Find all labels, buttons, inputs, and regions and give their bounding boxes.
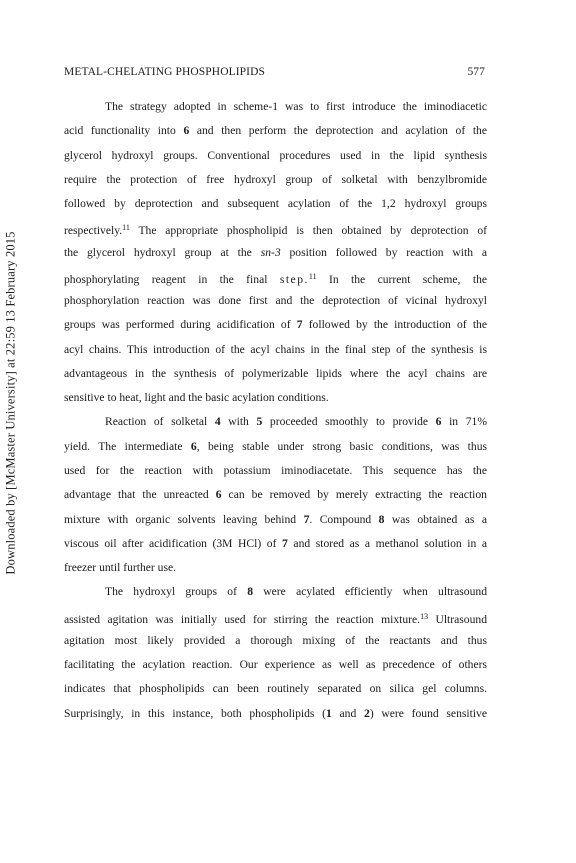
- page-number: 577: [467, 66, 485, 78]
- text-line: facilitating the acylation reaction. Our experience as well as precedence of others: [64, 658, 487, 672]
- body-text: [64, 95, 487, 726]
- text-line: phosphorylating reagent in the final step.$^{11}$ In the current scheme, the: [64, 271, 488, 286]
- text-line: phosphorylation reaction was done first and the deprotection of vicinal hydroxyl: [64, 294, 487, 308]
- text-line: acid functionality into 6 and then perform the deprotection and acylation of the: [64, 124, 487, 138]
- paragraph-2: [64, 410, 487, 580]
- text-line: glycerol hydroxyl groups. Conventional procedures used in the lipid synthesis: [64, 148, 487, 162]
- text-line: acyl chains. This introduction of the acyl chains in the final step of the synthesis is: [64, 342, 487, 356]
- running-title: METAL-CHELATING PHOSPHOLIPIDS: [64, 66, 265, 78]
- text-line: yield. The intermediate 6, being stable under strong basic conditions, was thus: [64, 439, 488, 453]
- text-line: indicates that phospholipids can been routinely separated on silica gel columns.: [64, 682, 487, 696]
- paragraph-3: [64, 580, 487, 726]
- text-line: mixture with organic solvents leaving behind 7. Compound 8 was obtained as a: [64, 512, 487, 526]
- paragraph-1: [64, 95, 487, 410]
- text-line: advantage that the unreacted 6 can be removed by merely extracting the reaction: [64, 488, 487, 502]
- text-line: followed by deprotection and subsequent acylation of the 1,2 hydroxyl groups: [64, 197, 487, 211]
- text-line: The hydroxyl groups of 8 were acylated efficiently when ultrasound: [105, 585, 487, 599]
- text-line: assisted agitation was initially used for stirring the reaction mixture.$^{13}$ Ultrasound: [64, 611, 487, 626]
- text-line: viscous oil after acidification (3M HCl) of 7 and stored as a methanol solution in a: [64, 536, 488, 550]
- text-line: sensitive to heat, light and the basic acylation conditions.: [64, 391, 329, 405]
- text-line: freezer until further use.: [64, 561, 177, 575]
- text-line: require the protection of free hydroxyl group of solketal with benzylbromide: [64, 172, 487, 186]
- text-line: Reaction of solketal 4 with 5 proceeded smoothly to provide 6 in 71%: [105, 415, 487, 429]
- download-sidebar: [0, 0, 22, 863]
- text-line: the glycerol hydroxyl group at the sn-3 position followed by reaction with a: [64, 245, 488, 259]
- text-line: advantageous in the synthesis of polymerizable lipids where the acyl chains are: [64, 366, 487, 380]
- text-line: respectively.$^{11}$ The appropriate phospholipid is then obtained by deprotection of: [64, 223, 487, 238]
- text-line: The strategy adopted in scheme-1 was to first introduce the iminodiacetic: [105, 100, 487, 113]
- text-line: groups was performed during acidification of 7 followed by the introduction of the: [64, 318, 487, 332]
- text-line: agitation most likely provided a thorough mixing of the reactants and thus: [64, 633, 487, 647]
- download-notice: Downloaded by [McMaster University] at 22:59 13 February 2015: [3, 231, 18, 575]
- text-line: Surprisingly, in this instance, both phospholipids (1 and 2) were found sensitive: [64, 706, 487, 720]
- text-line: used for the reaction with potassium iminodiacetate. This sequence has the: [64, 463, 487, 477]
